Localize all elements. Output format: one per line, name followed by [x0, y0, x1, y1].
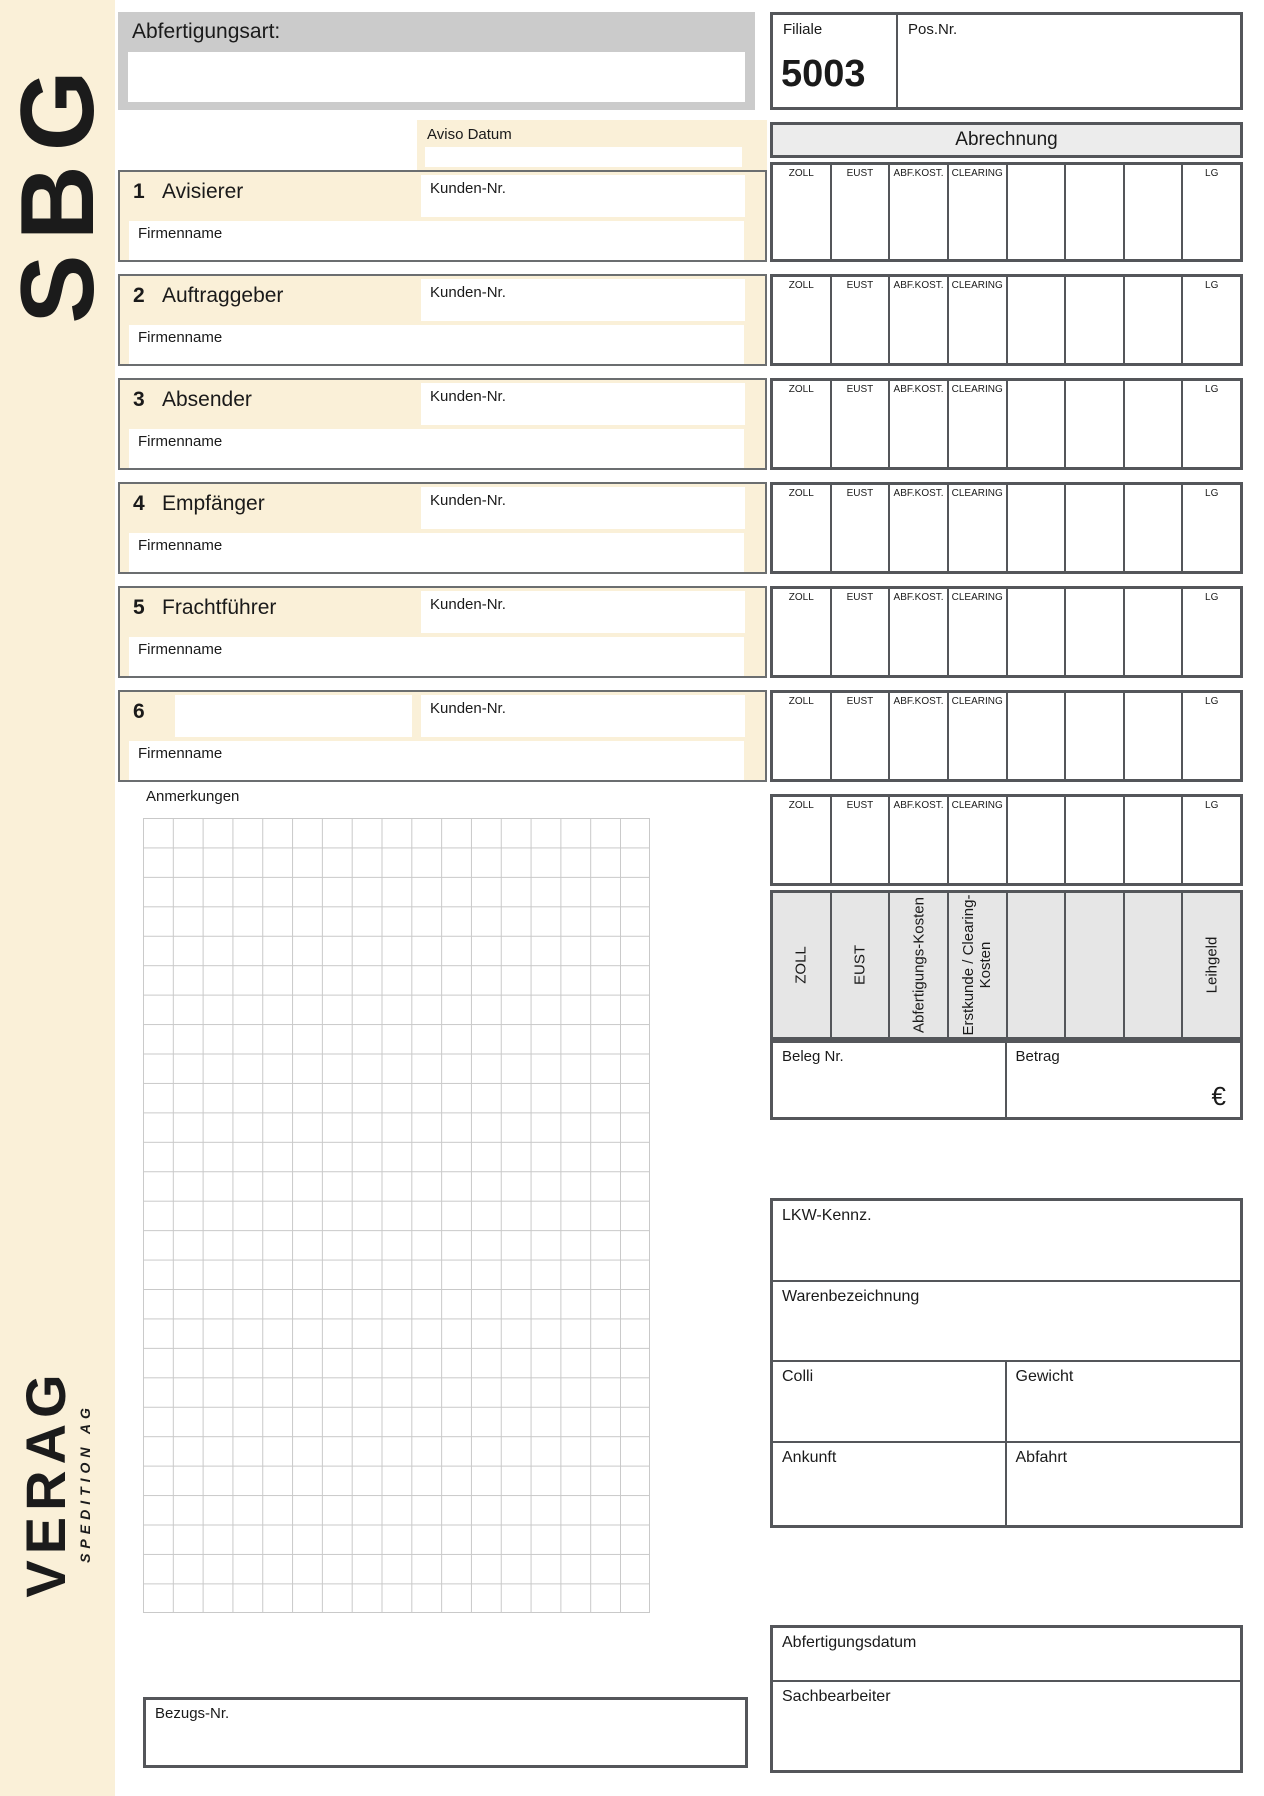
lkw-kennz-label: LKW-Kennz. [782, 1207, 872, 1224]
verag-logo-subtext: SPEDITION AG [76, 1403, 93, 1563]
firmenname-label: Firmenname [138, 329, 223, 346]
firmenname-field[interactable] [129, 221, 744, 260]
kunden-nr-field[interactable] [421, 487, 745, 529]
kunden-nr-label: Kunden-Nr. [430, 596, 506, 613]
abrechnung-cell[interactable] [890, 277, 949, 363]
section-empfaenger [118, 482, 767, 574]
filiale-value: 5003 [781, 53, 866, 95]
section-avisierer [118, 170, 767, 262]
abfahrt-field[interactable] [1007, 1443, 1241, 1525]
abrechnung-cell[interactable] [773, 485, 832, 571]
abrechnung-cell[interactable] [1125, 381, 1184, 467]
firmenname-field[interactable] [129, 325, 744, 364]
abrechnung-legend-label: EUST [851, 945, 869, 986]
abrechnung-column-header: LG [1205, 488, 1219, 499]
section-six-label-field[interactable] [175, 695, 412, 737]
sbg-logo-text: SBG [0, 56, 116, 324]
section-auftraggeber [118, 274, 767, 366]
abrechnung-cell[interactable] [1066, 381, 1125, 467]
abrechnung-cell[interactable] [773, 693, 832, 779]
abrechnung-cell[interactable] [1066, 165, 1125, 259]
abrechnung-cell[interactable] [773, 381, 832, 467]
section-label: Frachtführer [162, 596, 277, 619]
firmenname-label: Firmenname [138, 433, 223, 450]
abrechnung-cell[interactable] [832, 165, 891, 259]
abrechnung-row [770, 794, 1243, 886]
abrechnung-cell[interactable] [1183, 165, 1240, 259]
abrechnung-cell[interactable] [949, 485, 1008, 571]
abrechnung-cell[interactable] [949, 277, 1008, 363]
section-label: Empfänger [162, 492, 265, 515]
abrechnung-column-header: LG [1205, 800, 1219, 811]
abrechnung-column-header: ZOLL [788, 696, 814, 707]
abrechnung-column-header: EUST [846, 384, 874, 395]
abrechnung-cell[interactable] [890, 381, 949, 467]
colli-label: Colli [782, 1368, 814, 1385]
lkw-kennz-field[interactable] [773, 1201, 1240, 1282]
abrechnung-cell[interactable] [1066, 797, 1125, 883]
abrechnung-column-header: ZOLL [788, 592, 814, 603]
kunden-nr-label: Kunden-Nr. [430, 284, 506, 301]
abfertigungsdatum-label: Abfertigungsdatum [782, 1634, 917, 1651]
abrechnung-cell[interactable] [1183, 589, 1240, 675]
firmenname-field[interactable] [129, 429, 744, 468]
anmerkungen-grid[interactable] [143, 818, 650, 1613]
abrechnung-cell[interactable] [890, 797, 949, 883]
betrag-field[interactable] [1007, 1043, 1241, 1117]
section-frachtfuehrer [118, 586, 767, 678]
abrechnung-cell[interactable] [1125, 277, 1184, 363]
abrechnung-row [770, 586, 1243, 678]
abrechnung-column-header: LG [1205, 168, 1219, 179]
abrechnung-cell[interactable] [1008, 165, 1067, 259]
betrag-label: Betrag [1015, 1048, 1060, 1065]
abrechnung-column-header: LG [1205, 280, 1219, 291]
abrechnung-column-header: LG [1205, 592, 1219, 603]
abrechnung-legend-cell [832, 893, 891, 1037]
verag-logo [9, 1333, 101, 1633]
abrechnung-cell[interactable] [1125, 485, 1184, 571]
abrechnung-column-header: CLEARING [951, 384, 1003, 395]
abrechnung-cell[interactable] [1066, 693, 1125, 779]
beleg-betrag-box [770, 1040, 1243, 1120]
abrechnung-cell[interactable] [1183, 693, 1240, 779]
processing-box [770, 1625, 1243, 1773]
abrechnung-legend-cell [1183, 893, 1240, 1037]
abrechnung-legend-label: ZOLL [792, 946, 810, 984]
posnr-field[interactable] [898, 15, 1240, 107]
abrechnung-column-header: CLEARING [951, 280, 1003, 291]
abrechnung-legend-cell [949, 893, 1008, 1037]
kunden-nr-label: Kunden-Nr. [430, 492, 506, 509]
firmenname-field[interactable] [129, 637, 744, 676]
abrechnung-cell[interactable] [949, 797, 1008, 883]
abrechnung-header: Abrechnung [770, 122, 1243, 158]
section-six [118, 690, 767, 782]
filiale-posnr-box [770, 12, 1243, 110]
kunden-nr-field[interactable] [421, 175, 745, 217]
abrechnung-legend-cell [773, 893, 832, 1037]
section-number: 6 [133, 700, 145, 723]
abrechnung-column-header: ZOLL [788, 384, 814, 395]
abrechnung-cell[interactable] [1008, 277, 1067, 363]
abrechnung-column-header: EUST [846, 800, 874, 811]
kunden-nr-label: Kunden-Nr. [430, 180, 506, 197]
abrechnung-cell[interactable] [1008, 381, 1067, 467]
abrechnung-cell[interactable] [773, 589, 832, 675]
abrechnung-cell[interactable] [1125, 165, 1184, 259]
beleg-nr-label: Beleg Nr. [782, 1048, 844, 1065]
abrechnung-row [770, 482, 1243, 574]
abfertigungsart-panel [118, 12, 755, 110]
abrechnung-column-header: ABF.KOST. [893, 800, 944, 811]
abrechnung-column-header: ABF.KOST. [893, 168, 944, 179]
abrechnung-column-header: ABF.KOST. [893, 592, 944, 603]
sachbearbeiter-label: Sachbearbeiter [782, 1688, 891, 1705]
abrechnung-cell[interactable] [890, 165, 949, 259]
abrechnung-cell[interactable] [949, 165, 1008, 259]
abrechnung-column-header: ABF.KOST. [893, 696, 944, 707]
abrechnung-column-header: ABF.KOST. [893, 384, 944, 395]
abrechnung-legend-cell [1125, 893, 1184, 1037]
abfahrt-label: Abfahrt [1015, 1449, 1068, 1466]
section-label: Avisierer [162, 180, 244, 203]
abrechnung-cell[interactable] [1008, 693, 1067, 779]
abrechnung-column-header: EUST [846, 280, 874, 291]
abrechnung-cell[interactable] [890, 693, 949, 779]
abrechnung-column-header: CLEARING [951, 168, 1003, 179]
section-absender [118, 378, 767, 470]
abfertigungsart-label: Abfertigungsart: [132, 20, 281, 43]
abrechnung-row [770, 274, 1243, 366]
firmenname-label: Firmenname [138, 225, 223, 242]
kunden-nr-field[interactable] [421, 695, 745, 737]
abrechnung-row [770, 378, 1243, 470]
filiale-cell [773, 15, 898, 107]
section-number: 1 [133, 180, 145, 203]
abfertigungsdatum-field[interactable] [773, 1628, 1240, 1682]
abrechnung-cell[interactable] [1008, 797, 1067, 883]
colli-field[interactable] [773, 1362, 1007, 1441]
abrechnung-cell[interactable] [832, 797, 891, 883]
abrechnung-cell[interactable] [1066, 485, 1125, 571]
abrechnung-column-header: ZOLL [788, 488, 814, 499]
abrechnung-cell[interactable] [773, 277, 832, 363]
abrechnung-column-header: LG [1205, 384, 1219, 395]
section-label: Absender [162, 388, 252, 411]
abrechnung-legend-label: Abfertigungs-Kosten [909, 897, 927, 1033]
abrechnung-cell[interactable] [890, 485, 949, 571]
euro-currency-symbol: € [1211, 1081, 1226, 1111]
brand-sidebar [0, 0, 115, 1796]
warenbezeichnung-field[interactable] [773, 1282, 1240, 1362]
section-number: 5 [133, 596, 145, 619]
firmenname-field[interactable] [129, 741, 744, 780]
filiale-label: Filiale [783, 21, 823, 38]
abrechnung-cell[interactable] [890, 589, 949, 675]
abrechnung-column-header: EUST [846, 168, 874, 179]
abrechnung-cell[interactable] [1183, 797, 1240, 883]
firmenname-label: Firmenname [138, 641, 223, 658]
abrechnung-cell[interactable] [1066, 589, 1125, 675]
abrechnung-cell[interactable] [832, 693, 891, 779]
ankunft-label: Ankunft [782, 1449, 837, 1466]
aviso-datum-input[interactable] [425, 147, 742, 167]
kunden-nr-field[interactable] [421, 591, 745, 633]
section-number: 3 [133, 388, 145, 411]
aviso-datum-box [417, 120, 767, 170]
bezugs-nr-label: Bezugs-Nr. [155, 1705, 230, 1722]
abrechnung-cell[interactable] [1066, 277, 1125, 363]
section-number: 2 [133, 284, 145, 307]
colli-gewicht-row [773, 1362, 1240, 1443]
abrechnung-column-header: EUST [846, 592, 874, 603]
abrechnung-legend-label: Leihgeld [1203, 936, 1221, 994]
aviso-datum-label: Aviso Datum [427, 126, 512, 143]
abrechnung-cell[interactable] [1125, 589, 1184, 675]
abrechnung-cell[interactable] [832, 589, 891, 675]
kunden-nr-label: Kunden-Nr. [430, 700, 506, 717]
abrechnung-footer-legend [770, 890, 1243, 1040]
abrechnung-cell[interactable] [832, 277, 891, 363]
abrechnung-cell[interactable] [773, 165, 832, 259]
sachbearbeiter-field[interactable] [773, 1682, 1240, 1770]
abrechnung-cell[interactable] [1183, 277, 1240, 363]
abrechnung-legend-label: Erstkunde / Clearing-Kosten [959, 894, 995, 1036]
abrechnung-column-header: LG [1205, 696, 1219, 707]
abrechnung-cell[interactable] [1125, 797, 1184, 883]
ankunft-abfahrt-row [773, 1443, 1240, 1525]
abrechnung-cell[interactable] [1125, 693, 1184, 779]
abrechnung-cell[interactable] [1183, 485, 1240, 571]
gewicht-label: Gewicht [1015, 1368, 1074, 1385]
abrechnung-cell[interactable] [1008, 485, 1067, 571]
section-number: 4 [133, 492, 145, 515]
abrechnung-column-header: ZOLL [788, 280, 814, 291]
abrechnung-column-header: EUST [846, 488, 874, 499]
gewicht-field[interactable] [1007, 1362, 1241, 1441]
abrechnung-column-header: EUST [846, 696, 874, 707]
warenbezeichnung-label: Warenbezeichnung [782, 1288, 920, 1305]
verag-logo-text: VERAG [13, 1368, 77, 1598]
abrechnung-row [770, 162, 1243, 262]
abrechnung-legend-cell [1066, 893, 1125, 1037]
abrechnung-cell[interactable] [949, 693, 1008, 779]
abrechnung-cell[interactable] [832, 485, 891, 571]
abrechnung-cell[interactable] [1183, 381, 1240, 467]
bezugs-nr-field[interactable] [143, 1697, 748, 1768]
abrechnung-cell[interactable] [1008, 589, 1067, 675]
firmenname-field[interactable] [129, 533, 744, 572]
abrechnung-column-header: CLEARING [951, 696, 1003, 707]
kunden-nr-label: Kunden-Nr. [430, 388, 506, 405]
abrechnung-column-header: ZOLL [788, 168, 814, 179]
ankunft-field[interactable] [773, 1443, 1007, 1525]
posnr-label: Pos.Nr. [908, 21, 958, 38]
abrechnung-cell[interactable] [949, 589, 1008, 675]
kunden-nr-field[interactable] [421, 279, 745, 321]
abrechnung-cell[interactable] [832, 381, 891, 467]
firmenname-label: Firmenname [138, 745, 223, 762]
abrechnung-legend-cell [1008, 893, 1067, 1037]
abrechnung-column-header: CLEARING [951, 488, 1003, 499]
shipment-details-box [770, 1198, 1243, 1528]
abrechnung-cell[interactable] [949, 381, 1008, 467]
kunden-nr-field[interactable] [421, 383, 745, 425]
abrechnung-column-header: ABF.KOST. [893, 488, 944, 499]
abrechnung-column-header: ZOLL [788, 800, 814, 811]
section-label: Auftraggeber [162, 284, 284, 307]
abrechnung-column-header: CLEARING [951, 800, 1003, 811]
abrechnung-cell[interactable] [773, 797, 832, 883]
abrechnung-row [770, 690, 1243, 782]
sbg-logo [0, 30, 118, 350]
anmerkungen-label: Anmerkungen [146, 788, 240, 805]
firmenname-label: Firmenname [138, 537, 223, 554]
beleg-nr-field[interactable] [773, 1043, 1007, 1117]
abrechnung-column-header: CLEARING [951, 592, 1003, 603]
abrechnung-column-header: ABF.KOST. [893, 280, 944, 291]
abrechnung-legend-cell [890, 893, 949, 1037]
abfertigungsart-input[interactable] [128, 52, 745, 102]
